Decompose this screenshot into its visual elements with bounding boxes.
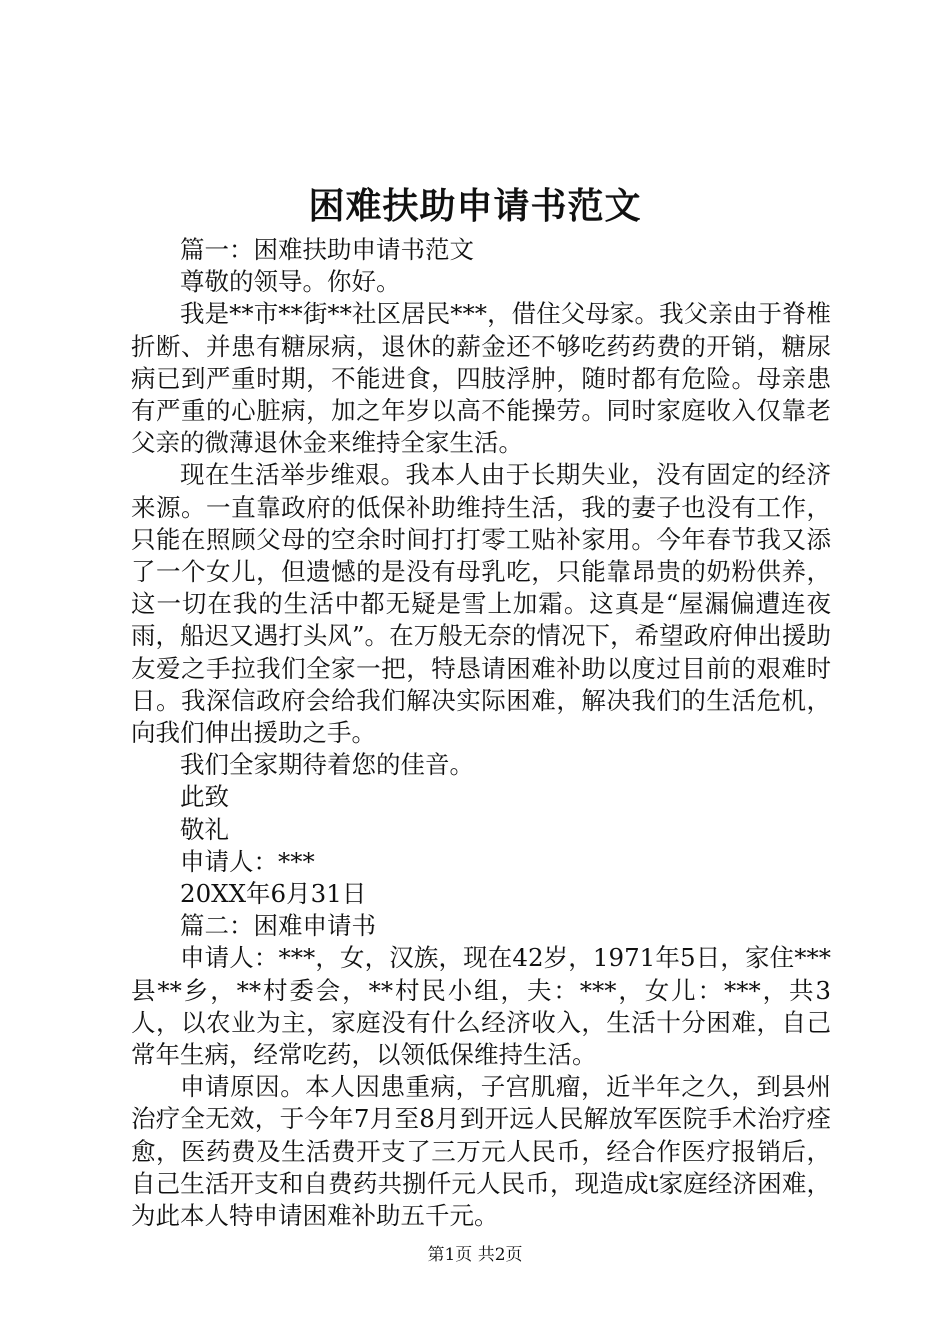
- paragraph: 我是**市**街**社区居民***，借住父母家。我父亲由于脊椎折断、并患有糖尿病，退休的薪金还不够吃药药费的开销，糖尿病已到严重时期，不能进食，四肢浮肿，随时都有危险。母亲患有严重的心脏病，加之年岁以高不能操劳。同时家庭收入仅靠老父亲的微薄退休金来维持全家生活。: [131, 299, 831, 458]
- paragraph: 我们全家期待着您的佳音。: [180, 750, 474, 780]
- closing-line: 敬礼: [180, 814, 229, 844]
- paragraph: 申请原因。本人因患重病，子宫肌瘤，近半年之久，到县州治疗全无效，于今年7月至8月到开远人民解放军医院手术治疗痊愈，医药费及生活费开支了三万元人民币，经合作医疗报销后，自己生活开支和自费药共捌仟元人民币，现造成t家庭经济困难，为此本人特申请困难补助五千元。: [131, 1072, 831, 1231]
- date-line: 20XX年6月31日: [180, 879, 367, 909]
- section-heading: 篇一：困难扶助申请书范文: [180, 235, 474, 264]
- document-title: 困难扶助申请书范文: [308, 185, 642, 227]
- paragraph: 现在生活举步维艰。我本人由于长期失业，没有固定的经济来源。一直靠政府的低保补助维持生活，我的妻子也没有工作，只能在照顾父母的空余时间打打零工贴补家用。今年春节我又添了一个女儿，但遗憾的是没有母乳吃，只能靠昂贵的奶粉供养，这一切在我的生活中都无疑是雪上加霜。这真是“屋漏偏遭连夜雨，船迟又遇打头风”。在万般无奈的情况下，希望政府伸出援助友爱之手拉我们全家一把，特恳请困难补助以度过目前的艰难时日。我深信政府会给我们解决实际困难，解决我们的生活危机，向我们伸出援助之手。: [131, 460, 831, 748]
- document-body: [131, 234, 831, 1232]
- applicant-line: 申请人：***: [180, 846, 315, 876]
- paragraph: 申请人：***，女，汉族，现在42岁，1971年5日，家住***县**乡，**村委会，**村民小组，夫：***，女儿：***，共3人，以农业为主，家庭没有什么经济收入，生活十分困难，自己常年生病，经常吃药，以领低保维持生活。: [131, 943, 831, 1070]
- salutation: 尊敬的领导。你好。: [180, 267, 401, 297]
- section-heading: 篇二：困难申请书: [180, 911, 376, 941]
- page-footer: 第1页 共2页: [427, 1245, 523, 1265]
- closing-line: 此致: [180, 782, 229, 812]
